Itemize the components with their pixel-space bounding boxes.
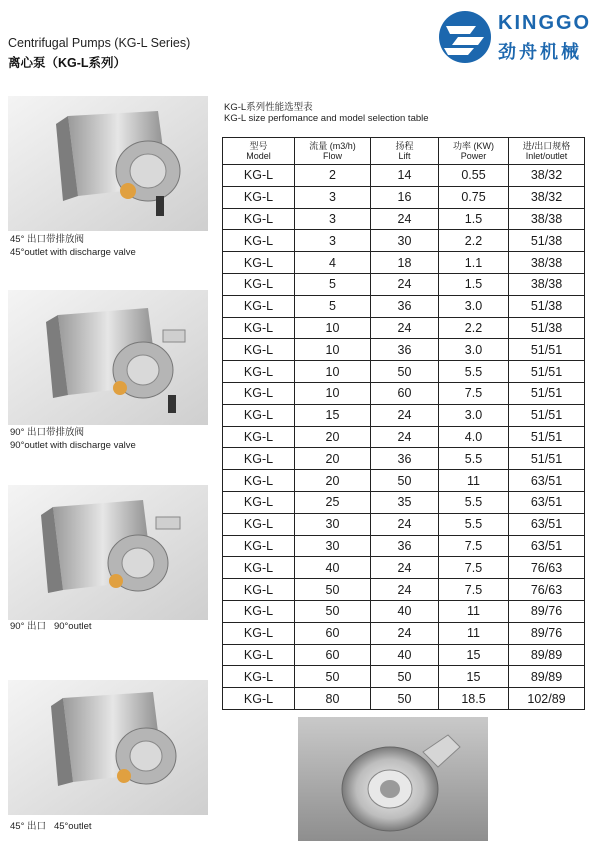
cell-flow: 3 [295, 208, 371, 230]
cell-inlet-outlet: 63/51 [509, 491, 585, 513]
kinggo-logo [436, 8, 596, 66]
cell-model: KG-L [223, 165, 295, 187]
cell-power: 7.5 [439, 579, 509, 601]
cell-power: 15 [439, 666, 509, 688]
table-title-cn: KG-L系列性能选型表 [224, 102, 313, 113]
cell-inlet-outlet: 76/63 [509, 579, 585, 601]
cell-lift: 24 [371, 208, 439, 230]
cell-model: KG-L [223, 426, 295, 448]
caption-cn: 45° 出口带排放阀 [10, 234, 85, 245]
cell-inlet-outlet: 51/38 [509, 230, 585, 252]
cell-model: KG-L [223, 295, 295, 317]
table-row [223, 317, 585, 339]
table-row [223, 644, 585, 666]
cell-lift: 50 [371, 666, 439, 688]
header-inlet-outlet: 进/出口规格 Inlet/outlet [509, 138, 585, 165]
cell-flow: 3 [295, 186, 371, 208]
header-power: 功率 (KW) Power [439, 138, 509, 165]
cell-lift: 18 [371, 252, 439, 274]
cell-model: KG-L [223, 535, 295, 557]
pump-photo-90-valve [8, 290, 208, 425]
table-row [223, 448, 585, 470]
cell-flow: 50 [295, 579, 371, 601]
cell-lift: 40 [371, 644, 439, 666]
cell-model: KG-L [223, 491, 295, 513]
cell-lift: 30 [371, 230, 439, 252]
cell-power: 7.5 [439, 535, 509, 557]
cell-flow: 5 [295, 295, 371, 317]
cell-flow: 5 [295, 273, 371, 295]
cell-power: 15 [439, 644, 509, 666]
cell-power: 5.5 [439, 448, 509, 470]
impeller-housing-photo-frame [298, 717, 488, 841]
cell-model: KG-L [223, 230, 295, 252]
cell-inlet-outlet: 51/51 [509, 339, 585, 361]
cell-flow: 50 [295, 600, 371, 622]
cell-flow: 10 [295, 317, 371, 339]
table-row [223, 579, 585, 601]
cell-power: 1.5 [439, 208, 509, 230]
cell-power: 1.1 [439, 252, 509, 274]
caption-90 [10, 621, 92, 634]
caption-en: 45°outlet with discharge valve [10, 246, 136, 258]
cell-flow: 4 [295, 252, 371, 274]
cell-lift: 24 [371, 317, 439, 339]
cell-inlet-outlet: 63/51 [509, 470, 585, 492]
cell-power: 5.5 [439, 513, 509, 535]
table-row [223, 230, 585, 252]
page-title-en: Centrifugal Pumps (KG-L Series) [8, 36, 191, 50]
table-row [223, 273, 585, 295]
logo-name-cn: 劲舟机械 [498, 42, 582, 63]
cell-flow: 3 [295, 230, 371, 252]
table-row [223, 426, 585, 448]
table-row [223, 208, 585, 230]
cell-inlet-outlet: 38/38 [509, 208, 585, 230]
cell-lift: 24 [371, 513, 439, 535]
table-row [223, 491, 585, 513]
cell-power: 3.0 [439, 295, 509, 317]
cell-model: KG-L [223, 666, 295, 688]
cell-inlet-outlet: 51/38 [509, 295, 585, 317]
cell-inlet-outlet: 89/76 [509, 600, 585, 622]
table-row [223, 186, 585, 208]
table-row [223, 557, 585, 579]
table-row [223, 470, 585, 492]
cell-flow: 10 [295, 382, 371, 404]
cell-model: KG-L [223, 622, 295, 644]
cell-inlet-outlet: 89/76 [509, 622, 585, 644]
cell-power: 0.55 [439, 165, 509, 187]
cell-lift: 14 [371, 165, 439, 187]
cell-model: KG-L [223, 361, 295, 383]
caption-cn: 90° 出口 90°outlet [10, 621, 92, 632]
cell-inlet-outlet: 38/38 [509, 252, 585, 274]
cell-power: 2.2 [439, 230, 509, 252]
cell-model: KG-L [223, 448, 295, 470]
caption-cn: 45° 出口 45°outlet [10, 821, 92, 832]
header-lift: 扬程 Lift [371, 138, 439, 165]
table-row [223, 600, 585, 622]
cell-flow: 2 [295, 165, 371, 187]
caption-45 [10, 821, 92, 834]
cell-power: 5.5 [439, 491, 509, 513]
cell-flow: 10 [295, 339, 371, 361]
cell-model: KG-L [223, 600, 295, 622]
table-row [223, 339, 585, 361]
cell-model: KG-L [223, 557, 295, 579]
cell-model: KG-L [223, 208, 295, 230]
cell-power: 3.0 [439, 404, 509, 426]
pump-photo-45 [8, 680, 208, 815]
cell-power: 2.2 [439, 317, 509, 339]
cell-inlet-outlet: 38/32 [509, 165, 585, 187]
cell-inlet-outlet: 38/38 [509, 273, 585, 295]
cell-inlet-outlet: 63/51 [509, 535, 585, 557]
cell-inlet-outlet: 51/51 [509, 382, 585, 404]
cell-power: 3.0 [439, 339, 509, 361]
cell-model: KG-L [223, 317, 295, 339]
cell-power: 7.5 [439, 557, 509, 579]
cell-flow: 20 [295, 426, 371, 448]
cell-model: KG-L [223, 644, 295, 666]
cell-flow: 50 [295, 666, 371, 688]
page-title-cn: 离心泵（KG-L系列） [8, 56, 127, 70]
cell-flow: 80 [295, 688, 371, 710]
cell-lift: 24 [371, 579, 439, 601]
cell-model: KG-L [223, 252, 295, 274]
cell-flow: 30 [295, 513, 371, 535]
cell-inlet-outlet: 63/51 [509, 513, 585, 535]
cell-model: KG-L [223, 186, 295, 208]
header-model: 型号 Model [223, 138, 295, 165]
cell-flow: 20 [295, 470, 371, 492]
cell-inlet-outlet: 51/51 [509, 426, 585, 448]
cell-inlet-outlet: 89/89 [509, 666, 585, 688]
cell-model: KG-L [223, 404, 295, 426]
cell-model: KG-L [223, 339, 295, 361]
cell-model: KG-L [223, 382, 295, 404]
table-row [223, 535, 585, 557]
cell-lift: 36 [371, 339, 439, 361]
cell-lift: 50 [371, 688, 439, 710]
cell-flow: 20 [295, 448, 371, 470]
cell-power: 4.0 [439, 426, 509, 448]
table-row [223, 165, 585, 187]
cell-power: 5.5 [439, 361, 509, 383]
cell-inlet-outlet: 51/38 [509, 317, 585, 339]
cell-lift: 24 [371, 426, 439, 448]
table-row [223, 252, 585, 274]
cell-flow: 10 [295, 361, 371, 383]
impeller-housing-photo [298, 717, 488, 841]
cell-model: KG-L [223, 273, 295, 295]
table-row [223, 295, 585, 317]
table-header-row [223, 138, 585, 165]
cell-lift: 35 [371, 491, 439, 513]
cell-power: 18.5 [439, 688, 509, 710]
cell-power: 11 [439, 622, 509, 644]
cell-flow: 60 [295, 622, 371, 644]
cell-flow: 40 [295, 557, 371, 579]
cell-lift: 16 [371, 186, 439, 208]
caption-90-valve [10, 427, 136, 452]
selection-table [222, 137, 585, 710]
header-flow: 流量 (m3/h) Flow [295, 138, 371, 165]
table-row [223, 513, 585, 535]
cell-inlet-outlet: 51/51 [509, 448, 585, 470]
pump-photo [8, 290, 208, 425]
pump-photo [8, 96, 208, 231]
caption-cn: 90° 出口带排放阀 [10, 427, 85, 438]
pump-photo [8, 485, 208, 620]
table-title-en: KG-L size perfomance and model selection table [224, 113, 429, 124]
cell-lift: 50 [371, 361, 439, 383]
cell-power: 7.5 [439, 382, 509, 404]
cell-lift: 50 [371, 470, 439, 492]
cell-lift: 24 [371, 273, 439, 295]
cell-model: KG-L [223, 579, 295, 601]
logo-name-en: KINGGO [498, 12, 592, 34]
cell-model: KG-L [223, 688, 295, 710]
cell-flow: 60 [295, 644, 371, 666]
cell-power: 11 [439, 600, 509, 622]
cell-flow: 15 [295, 404, 371, 426]
caption-45-valve [10, 234, 136, 259]
cell-inlet-outlet: 89/89 [509, 644, 585, 666]
cell-inlet-outlet: 38/32 [509, 186, 585, 208]
caption-en: 90°outlet with discharge valve [10, 439, 136, 451]
cell-inlet-outlet: 51/51 [509, 404, 585, 426]
cell-power: 0.75 [439, 186, 509, 208]
table-row [223, 404, 585, 426]
cell-inlet-outlet: 51/51 [509, 361, 585, 383]
table-row [223, 361, 585, 383]
cell-lift: 36 [371, 295, 439, 317]
cell-model: KG-L [223, 470, 295, 492]
cell-flow: 25 [295, 491, 371, 513]
cell-lift: 24 [371, 404, 439, 426]
cell-lift: 24 [371, 622, 439, 644]
table-row [223, 666, 585, 688]
table-body [223, 165, 585, 710]
cell-model: KG-L [223, 513, 295, 535]
cell-lift: 36 [371, 448, 439, 470]
cell-lift: 40 [371, 600, 439, 622]
cell-flow: 30 [295, 535, 371, 557]
cell-lift: 60 [371, 382, 439, 404]
cell-power: 1.5 [439, 273, 509, 295]
kinggo-logo-icon [436, 8, 494, 66]
table-row [223, 382, 585, 404]
pump-photo-90 [8, 485, 208, 620]
cell-lift: 36 [371, 535, 439, 557]
table-row [223, 688, 585, 710]
cell-inlet-outlet: 76/63 [509, 557, 585, 579]
table-row [223, 622, 585, 644]
pump-photo-45-valve [8, 96, 208, 231]
cell-inlet-outlet: 102/89 [509, 688, 585, 710]
pump-photo [8, 680, 208, 815]
cell-power: 11 [439, 470, 509, 492]
cell-lift: 24 [371, 557, 439, 579]
